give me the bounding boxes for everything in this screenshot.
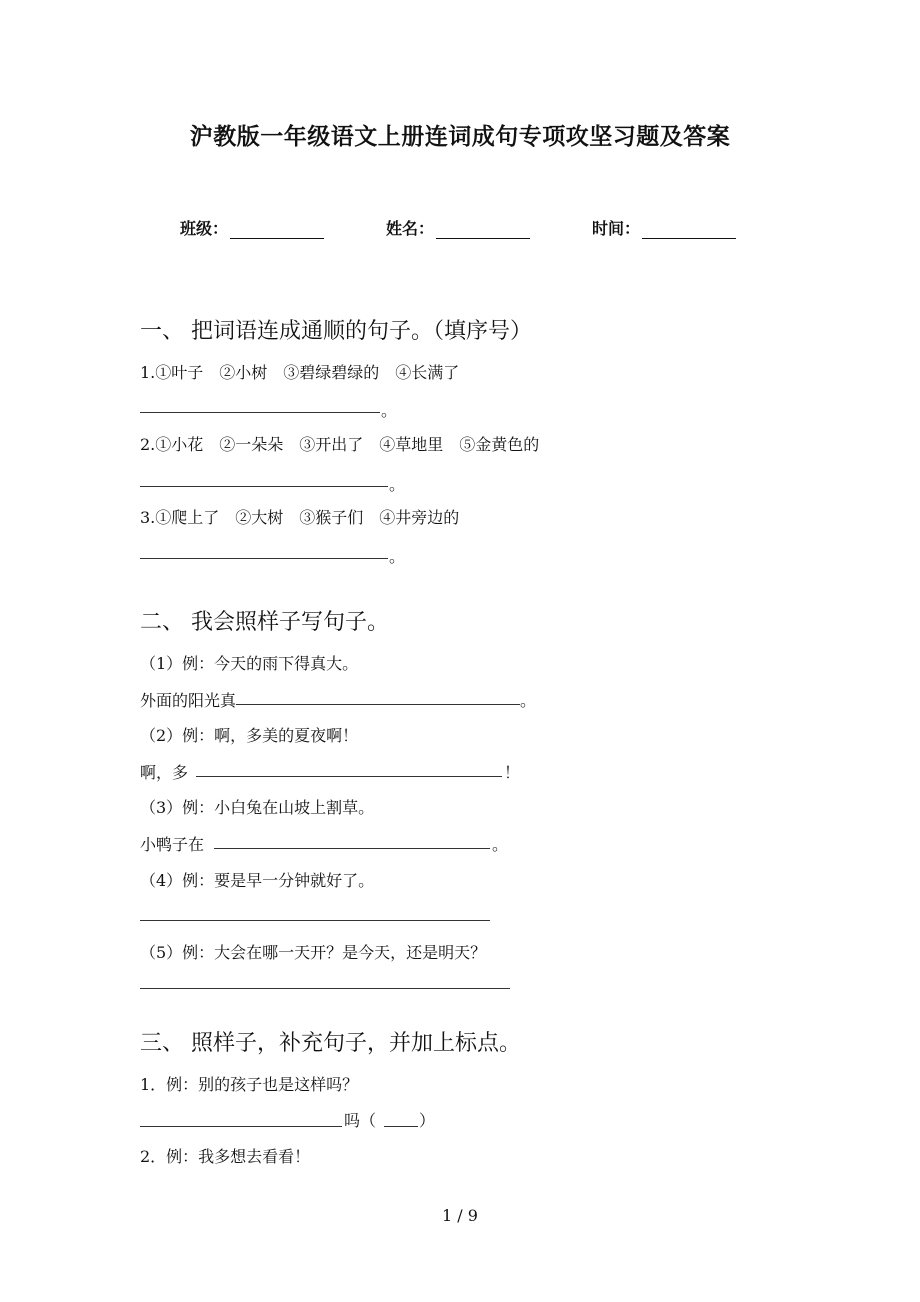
answer-end-2-3: 。 bbox=[492, 835, 509, 854]
answer-line-1-3[interactable] bbox=[140, 558, 388, 559]
prompt-2-3: 小鸭子在 bbox=[140, 835, 205, 854]
example-2-1: （1）例：今天的雨下得真大。 bbox=[140, 654, 359, 673]
answer-end-2-2: ！ bbox=[504, 763, 521, 782]
answer-word-3-1: 吗（ bbox=[344, 1111, 377, 1130]
answer-line-1-1[interactable] bbox=[140, 412, 380, 413]
section1-heading: 一、 把词语连成通顺的句子。（填序号） bbox=[140, 319, 532, 344]
section3-heading: 三、 照样子，补充句子，并加上标点。 bbox=[140, 1031, 521, 1056]
question-1-2: 2.①小花 ②一朵朵 ③开出了 ④草地里 ⑤金黄色的 bbox=[140, 435, 540, 454]
answer-end-2-1: 。 bbox=[520, 691, 537, 710]
answer-end-1-2: 。 bbox=[389, 475, 406, 494]
punctuation-blank-3-1[interactable] bbox=[384, 1126, 418, 1127]
time-label: 时间： bbox=[592, 219, 641, 238]
example-3-1: 1．例：别的孩子也是这样吗？ bbox=[140, 1075, 359, 1094]
example-2-5: （5）例：大会在哪一天开？是今天，还是明天？ bbox=[140, 943, 487, 962]
answer-line-2-3[interactable] bbox=[214, 848, 490, 849]
class-field bbox=[180, 216, 324, 239]
example-2-3: （3）例：小白兔在山坡上割草。 bbox=[140, 798, 375, 817]
time-blank[interactable] bbox=[642, 220, 736, 239]
answer-close-3-1: ） bbox=[419, 1111, 436, 1130]
name-field bbox=[386, 216, 530, 239]
example-2-2: （2）例：啊，多美的夏夜啊！ bbox=[140, 726, 359, 745]
name-blank[interactable] bbox=[436, 220, 530, 239]
class-blank[interactable] bbox=[230, 220, 324, 239]
answer-end-1-3: 。 bbox=[389, 547, 406, 566]
name-label: 姓名： bbox=[386, 219, 435, 238]
example-3-2: 2．例：我多想去看看！ bbox=[140, 1147, 311, 1166]
prompt-2-2: 啊，多 bbox=[140, 763, 189, 782]
document-title: 沪教版一年级语文上册连词成句专项攻坚习题及答案 bbox=[189, 124, 731, 150]
answer-line-2-1[interactable] bbox=[236, 704, 520, 705]
answer-line-2-4[interactable] bbox=[140, 920, 490, 921]
class-label: 班级： bbox=[180, 219, 229, 238]
answer-line-3-1[interactable] bbox=[140, 1126, 342, 1127]
prompt-2-1: 外面的阳光真 bbox=[140, 691, 237, 710]
section2-heading: 二、 我会照样子写句子。 bbox=[140, 610, 389, 635]
answer-line-1-2[interactable] bbox=[140, 486, 388, 487]
time-field bbox=[592, 216, 736, 239]
answer-end-1-1: 。 bbox=[381, 401, 398, 420]
answer-line-2-2[interactable] bbox=[196, 776, 502, 777]
page-number: 1 / 9 bbox=[442, 1206, 478, 1225]
question-1-3: 3.①爬上了 ②大树 ③猴子们 ④井旁边的 bbox=[140, 508, 460, 527]
question-1-1: 1.①叶子 ②小树 ③碧绿碧绿的 ④长满了 bbox=[140, 363, 460, 382]
example-2-4: （4）例：要是早一分钟就好了。 bbox=[140, 871, 375, 890]
answer-line-2-5[interactable] bbox=[140, 988, 510, 989]
